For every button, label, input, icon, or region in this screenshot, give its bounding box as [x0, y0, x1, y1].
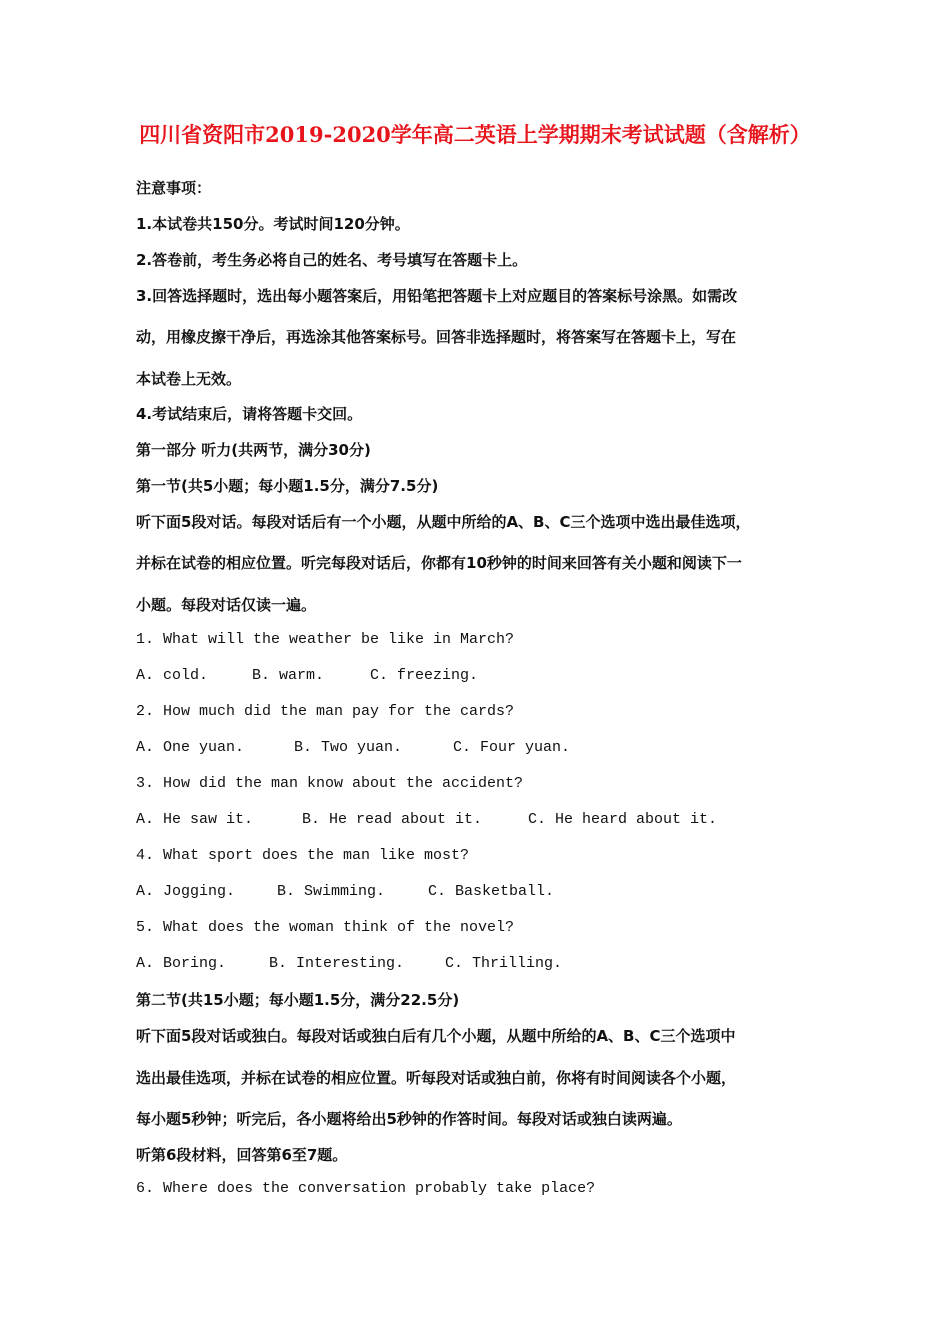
option-a: A. cold. — [136, 667, 209, 684]
section1-instructions: 小题。每段对话仅读一遍。 — [136, 596, 317, 614]
option-a: A. One yuan. — [136, 739, 245, 756]
section2-instructions: 每小题5秒钟；听完后，各小题将给出5秒钟的作答时间。每段对话或独白读两遍。 — [136, 1110, 682, 1128]
notice-item: 4.考试结束后，请将答题卡交回。 — [136, 405, 363, 423]
option-c: C. Basketball. — [428, 883, 555, 900]
question-4: 4. What sport does the man like most? — [136, 847, 470, 864]
option-c: C. Four yuan. — [453, 739, 571, 756]
question-5: 5. What does the woman think of the novel? — [136, 919, 515, 936]
notice-item: 2.答卷前，考生务必将自己的姓名、考号填写在答题卡上。 — [136, 251, 528, 269]
option-c: C. Thrilling. — [445, 955, 563, 972]
option-b: B. warm. — [252, 667, 325, 684]
question-2-options — [136, 739, 570, 756]
option-b: B. Two yuan. — [294, 739, 403, 756]
question-2: 2. How much did the man pay for the cards? — [136, 703, 515, 720]
question-5-options — [136, 955, 562, 972]
material-note: 听第6段材料，回答第6至7题。 — [136, 1146, 348, 1164]
notice-item: 动，用橡皮擦干净后，再选涂其他答案标号。回答非选择题时，将答案写在答题卡上，写在 — [136, 328, 737, 346]
question-4-options — [136, 883, 554, 900]
option-b: B. Swimming. — [277, 883, 386, 900]
question-1-options — [136, 667, 478, 684]
question-6: 6. Where does the conversation probably take place? — [136, 1180, 596, 1197]
option-c: C. He heard about it. — [528, 811, 718, 828]
section2-instructions: 听下面5段对话或独白。每段对话或独白后有几个小题，从题中所给的A、B、C三个选项中 — [136, 1027, 736, 1045]
question-3: 3. How did the man know about the accident? — [136, 775, 524, 792]
section1-instructions: 听下面5段对话。每段对话后有一个小题，从题中所给的A、B、C三个选项中选出最佳选项， — [136, 513, 751, 531]
option-a: A. Boring. — [136, 955, 227, 972]
option-b: B. Interesting. — [269, 955, 405, 972]
section1-instructions: 并标在试卷的相应位置。听完每段对话后，你都有10秒钟的时间来回答有关小题和阅读下一 — [136, 554, 742, 572]
part1-heading: 第一部分 听力(共两节，满分30分) — [136, 441, 371, 459]
notice-item: 3.回答选择题时，选出每小题答案后，用铅笔把答题卡上对应题目的答案标号涂黑。如需改 — [136, 287, 738, 305]
option-c: C. freezing. — [370, 667, 479, 684]
option-b: B. He read about it. — [302, 811, 483, 828]
option-a: A. He saw it. — [136, 811, 254, 828]
question-3-options — [136, 811, 717, 828]
notice-heading: 注意事项： — [136, 179, 212, 197]
notice-item: 本试卷上无效。 — [136, 370, 242, 388]
notice-item: 1.本试卷共150分。考试时间120分钟。 — [136, 215, 410, 233]
section2-heading: 第二节(共15小题；每小题1.5分，满分22.5分) — [136, 991, 460, 1009]
option-a: A. Jogging. — [136, 883, 236, 900]
document-title: 四川省资阳市2019-2020学年高二英语上学期期末考试试题（含解析） — [139, 122, 811, 147]
section2-instructions: 选出最佳选项，并标在试卷的相应位置。听每段对话或独白前，你将有时间阅读各个小题， — [136, 1069, 737, 1087]
section1-heading: 第一节(共5小题；每小题1.5分，满分7.5分) — [136, 477, 439, 495]
question-1: 1. What will the weather be like in March? — [136, 631, 515, 648]
